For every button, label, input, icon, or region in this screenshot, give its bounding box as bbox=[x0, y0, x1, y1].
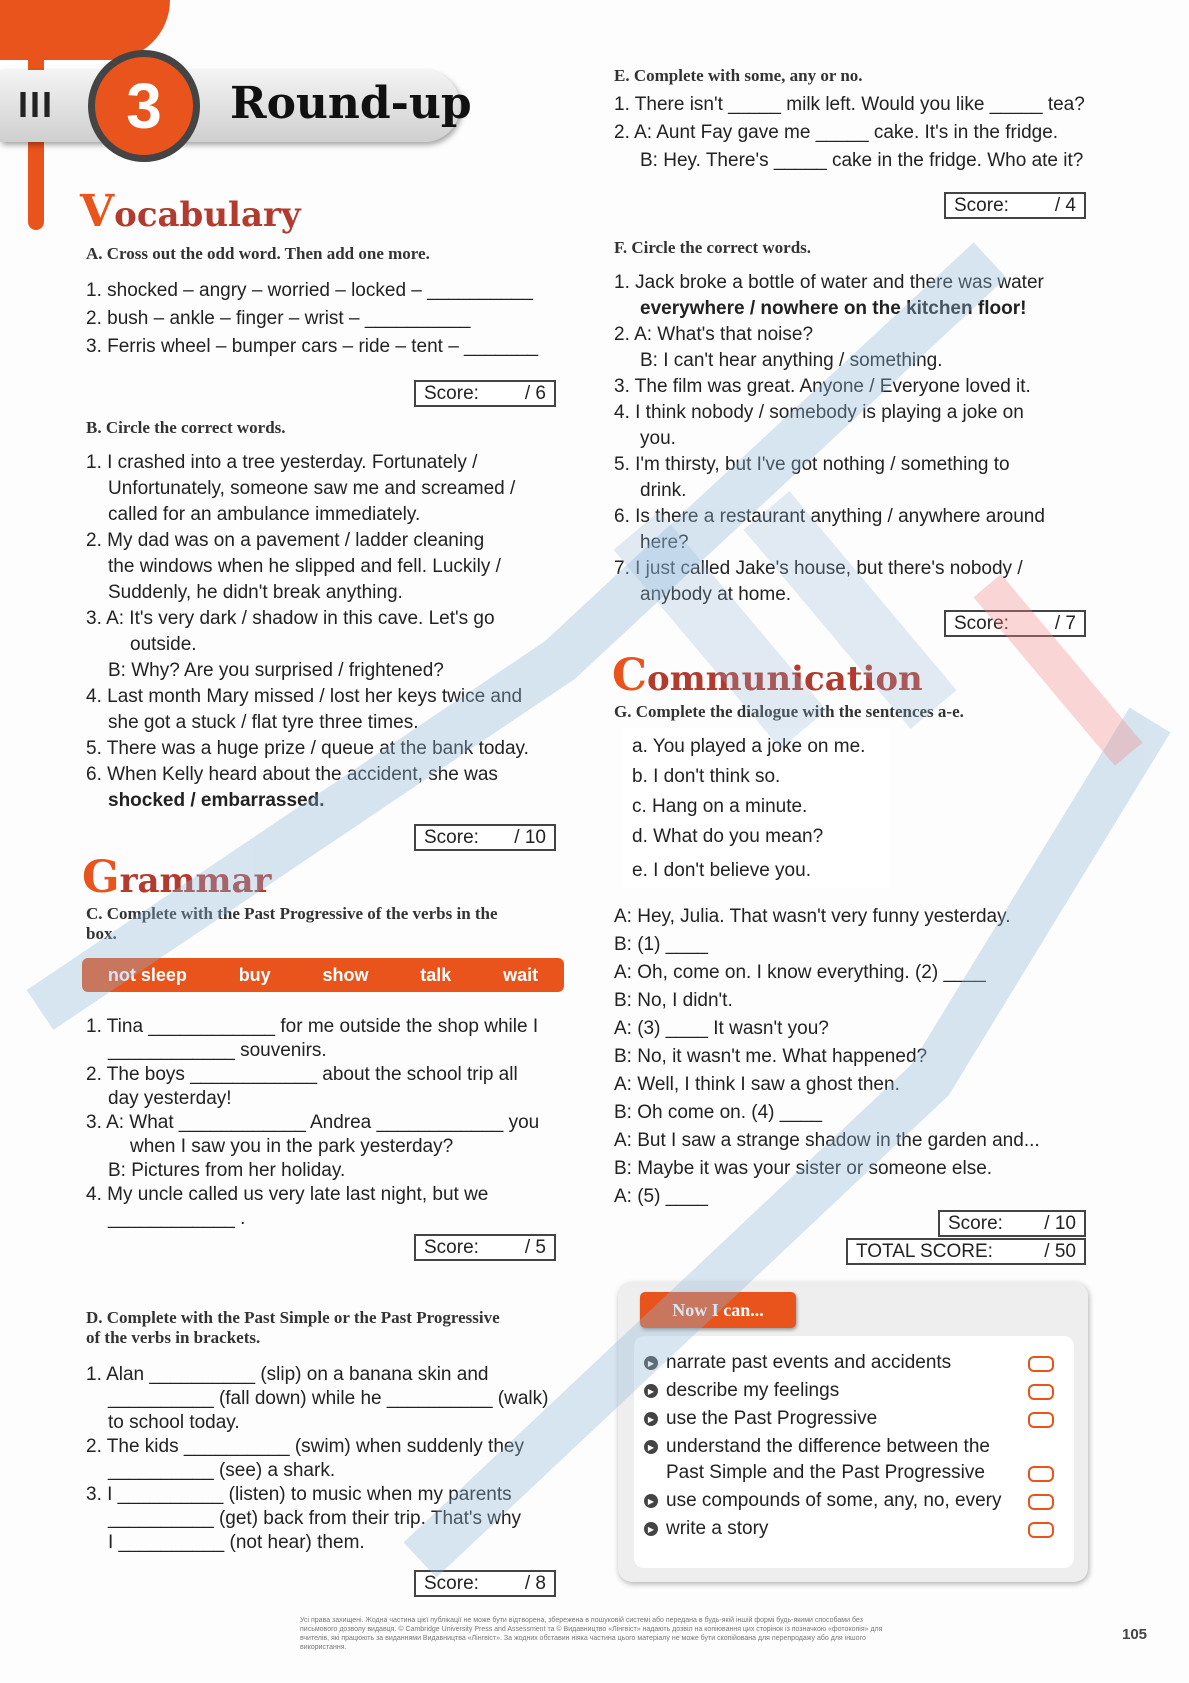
verb-option: buy bbox=[238, 964, 271, 985]
score-box-g: Score: / 10 bbox=[938, 1210, 1086, 1237]
exercise-b-line: outside. bbox=[130, 634, 197, 655]
exercise-f-line: 2. A: What's that noise? bbox=[614, 324, 814, 345]
exercise-b-instruction: B. Circle the correct words. bbox=[86, 418, 286, 437]
can-do-item: write a story bbox=[666, 1518, 769, 1539]
verb-box bbox=[82, 958, 564, 992]
exercise-a-line: 1. shocked – angry – worried – locked – __________ bbox=[86, 280, 533, 301]
exercise-b-line: 2. My dad was on a pavement / ladder cleaning bbox=[86, 530, 485, 551]
exercise-c-line: 4. My uncle called us very late last night, but we bbox=[86, 1184, 489, 1205]
dialogue-line: B: (1) ____ bbox=[614, 934, 708, 955]
exercise-e-line: B: Hey. There's _____ cake in the fridge. Who ate it? bbox=[640, 150, 1084, 171]
exercise-f-line: 6. Is there a restaurant anything / anywhere around bbox=[614, 506, 1045, 527]
can-do-item: describe my feelings bbox=[666, 1380, 840, 1401]
can-do-item: narrate past events and accidents bbox=[666, 1352, 952, 1373]
play-bullet-icon: ▶ bbox=[644, 1494, 658, 1508]
exercise-f-line: 1. Jack broke a bottle of water and there was water bbox=[614, 272, 1044, 293]
page-title: Round-up bbox=[230, 78, 472, 129]
score-box-e: Score: / 4 bbox=[944, 192, 1086, 219]
exercise-b-line: she got a stuck / flat tyre three times. bbox=[108, 712, 419, 733]
option-item: e. I don't believe you. bbox=[632, 860, 811, 881]
exercise-a-instruction: A. Cross out the odd word. Then add one more. bbox=[86, 244, 430, 263]
exercise-c-instruction: box. bbox=[86, 924, 117, 943]
dialogue-line: A: Oh, come on. I know everything. (2) ____ bbox=[614, 962, 986, 983]
vocabulary-heading: Vocabulary bbox=[80, 186, 301, 237]
play-bullet-icon: ▶ bbox=[644, 1522, 658, 1536]
dialogue-line: B: No, I didn't. bbox=[614, 990, 733, 1011]
exercise-f-line: 3. The film was great. Anyone / Everyone loved it. bbox=[614, 376, 1031, 397]
exercise-d-instruction: of the verbs in brackets. bbox=[86, 1328, 261, 1347]
checkbox[interactable] bbox=[1028, 1466, 1054, 1482]
exercise-c-line: ____________ . bbox=[108, 1208, 246, 1229]
exercise-c-line: 2. The boys ____________ about the school trip all bbox=[86, 1064, 518, 1085]
grammar-heading: Grammar bbox=[82, 852, 272, 903]
dialogue-line: A: (5) ____ bbox=[614, 1186, 708, 1207]
exercise-b-line: called for an ambulance immediately. bbox=[108, 504, 421, 525]
option-item: a. You played a joke on me. bbox=[632, 736, 866, 757]
can-do-item: use compounds of some, any, no, every bbox=[666, 1490, 1002, 1511]
exercise-f-line: B: I can't hear anything / something. bbox=[640, 350, 943, 371]
checkbox[interactable] bbox=[1028, 1412, 1054, 1428]
exercise-f-line: here? bbox=[640, 532, 689, 553]
score-box-b: Score: / 10 bbox=[414, 824, 556, 851]
exercise-d-line: 3. I __________ (listen) to music when my parents bbox=[86, 1484, 512, 1505]
communication-heading: Communication bbox=[612, 650, 923, 701]
exercise-b-line: 1. I crashed into a tree yesterday. Fortunately / bbox=[86, 452, 478, 473]
exercise-f-line: 4. I think nobody / somebody is playing a joke on bbox=[614, 402, 1024, 423]
exercise-b-line: 3. A: It's very dark / shadow in this cave. Let's go bbox=[86, 608, 495, 629]
can-do-item: use the Past Progressive bbox=[666, 1408, 878, 1429]
exercise-b-line: Suddenly, he didn't break anything. bbox=[108, 582, 403, 603]
exercise-d-line: 1. Alan __________ (slip) on a banana skin and bbox=[86, 1364, 489, 1385]
checkbox[interactable] bbox=[1028, 1494, 1054, 1510]
exercise-c-line: B: Pictures from her holiday. bbox=[108, 1160, 346, 1181]
verb-option: not sleep bbox=[107, 964, 187, 985]
play-bullet-icon: ▶ bbox=[644, 1440, 658, 1454]
exercise-b-line: 4. Last month Mary missed / lost her keys twice and bbox=[86, 686, 523, 707]
verb-option: show bbox=[322, 964, 369, 985]
exercise-f-line: 5. I'm thirsty, but I've got nothing / something to bbox=[614, 454, 1010, 475]
dialogue-line: B: No, it wasn't me. What happened? bbox=[614, 1046, 928, 1067]
exercise-b-line: the windows when he slipped and fell. Luckily / bbox=[108, 556, 501, 577]
score-box-c: Score: / 5 bbox=[414, 1234, 556, 1261]
exercise-f-line: anybody at home. bbox=[640, 584, 792, 605]
exercise-a-line: 3. Ferris wheel – bumper cars – ride – tent – _______ bbox=[86, 336, 539, 357]
page-number: 105 bbox=[1122, 1626, 1148, 1643]
score-box-a: Score: / 6 bbox=[414, 380, 556, 407]
can-do-item: Past Simple and the Past Progressive bbox=[666, 1462, 985, 1483]
checkbox[interactable] bbox=[1028, 1522, 1054, 1538]
exercise-f-instruction: F. Circle the correct words. bbox=[614, 238, 812, 257]
play-bullet-icon: ▶ bbox=[644, 1356, 658, 1370]
option-item: d. What do you mean? bbox=[632, 826, 824, 847]
exercise-b-line: 5. There was a huge prize / queue at the bank today. bbox=[86, 738, 529, 759]
option-item: b. I don't think so. bbox=[632, 766, 781, 787]
checkbox[interactable] bbox=[1028, 1384, 1054, 1400]
dialogue-line: A: (3) ____ It wasn't you? bbox=[614, 1018, 829, 1039]
can-do-item: understand the difference between the bbox=[666, 1436, 990, 1457]
exercise-g-instruction: G. Complete the dialogue with the sentences a-e. bbox=[614, 702, 964, 721]
exercise-f-line: drink. bbox=[640, 480, 687, 501]
exercise-c-instruction: C. Complete with the Past Progressive of the verbs in the bbox=[86, 904, 498, 923]
dialogue-line: B: Maybe it was your sister or someone else. bbox=[614, 1158, 993, 1179]
exercise-f-line: 7. I just called Jake's house, but there's nobody / bbox=[614, 558, 1023, 579]
exercise-c-line: ____________ souvenirs. bbox=[108, 1040, 327, 1061]
score-box-d: Score: / 8 bbox=[414, 1570, 556, 1597]
option-item: c. Hang on a minute. bbox=[632, 796, 808, 817]
exercise-e-instruction: E. Complete with some, any or no. bbox=[614, 66, 863, 85]
copyright-notice: Усі права захищені. Жодна частина цієї публікації не може бути відтворена, збережена в пошуковій системі або передана в будь-якій іншій формі будь-якими способами без письмового дозволу видавця. © Cambridge University Press and Assessment та © Видавництво «Лінгвіст» надають дозвіл на копіювання цих сторінок із позначкою «фотокопія» для вчителів, які працюють за виданнями Видавництва «Лінгвіст». За жодних обставин ніяка частина цього матеріалу не може бути скопійована для перепродажу або для іншого використання. bbox=[300, 1617, 883, 1651]
dialogue-line: A: But I saw a strange shadow in the garden and... bbox=[614, 1130, 1040, 1151]
exercise-b-line: Unfortunately, someone saw me and screamed / bbox=[108, 478, 516, 499]
checkbox[interactable] bbox=[1028, 1356, 1054, 1372]
exercise-d-line: __________ (see) a shark. bbox=[108, 1460, 336, 1481]
exercise-e-line: 2. A: Aunt Fay gave me _____ cake. It's in the fridge. bbox=[614, 122, 1059, 143]
play-bullet-icon: ▶ bbox=[644, 1412, 658, 1426]
dialogue-line: A: Well, I think I saw a ghost then. bbox=[614, 1074, 900, 1095]
exercise-e-line: 1. There isn't _____ milk left. Would you like _____ tea? bbox=[614, 94, 1085, 115]
exercise-d-instruction: D. Complete with the Past Simple or the Past Progressive bbox=[86, 1308, 500, 1327]
verb-option: talk bbox=[420, 964, 452, 985]
play-bullet-icon: ▶ bbox=[644, 1384, 658, 1398]
exercise-c-line: 1. Tina ____________ for me outside the shop while I bbox=[86, 1016, 539, 1037]
level-label: III bbox=[18, 84, 55, 125]
exercise-c-line: day yesterday! bbox=[108, 1088, 232, 1109]
verb-option: wait bbox=[503, 964, 539, 985]
exercise-d-line: __________ (get) back from their trip. That's why bbox=[108, 1508, 522, 1529]
exercise-d-line: to school today. bbox=[108, 1412, 240, 1433]
exercise-d-line: 2. The kids __________ (swim) when suddenly they bbox=[86, 1436, 524, 1457]
dialogue-line: A: Hey, Julia. That wasn't very funny yesterday. bbox=[614, 906, 1011, 927]
unit-number: 3 bbox=[88, 50, 200, 162]
exercise-f-line: everywhere / nowhere on the kitchen floor! bbox=[640, 298, 1027, 319]
exercise-d-line: I __________ (not hear) them. bbox=[108, 1532, 365, 1553]
exercise-c-line: when I saw you in the park yesterday? bbox=[130, 1136, 454, 1157]
exercise-b-line: B: Why? Are you surprised / frightened? bbox=[108, 660, 444, 681]
exercise-b-line: shocked / embarrassed. bbox=[108, 790, 325, 811]
dialogue-line: B: Oh come on. (4) ____ bbox=[614, 1102, 823, 1123]
total-score-box: TOTAL SCORE: / 50 bbox=[846, 1238, 1086, 1265]
exercise-f-line: you. bbox=[640, 428, 676, 449]
exercise-d-line: __________ (fall down) while he __________ (walk) bbox=[108, 1388, 549, 1409]
exercise-c-line: 3. A: What ____________ Andrea ____________ you bbox=[86, 1112, 540, 1133]
exercise-b-line: 6. When Kelly heard about the accident, she was bbox=[86, 764, 498, 785]
exercise-a-line: 2. bush – ankle – finger – wrist – __________ bbox=[86, 308, 471, 329]
score-box-f: Score: / 7 bbox=[944, 610, 1086, 637]
now-i-can-tab: Now I can... bbox=[640, 1292, 796, 1328]
